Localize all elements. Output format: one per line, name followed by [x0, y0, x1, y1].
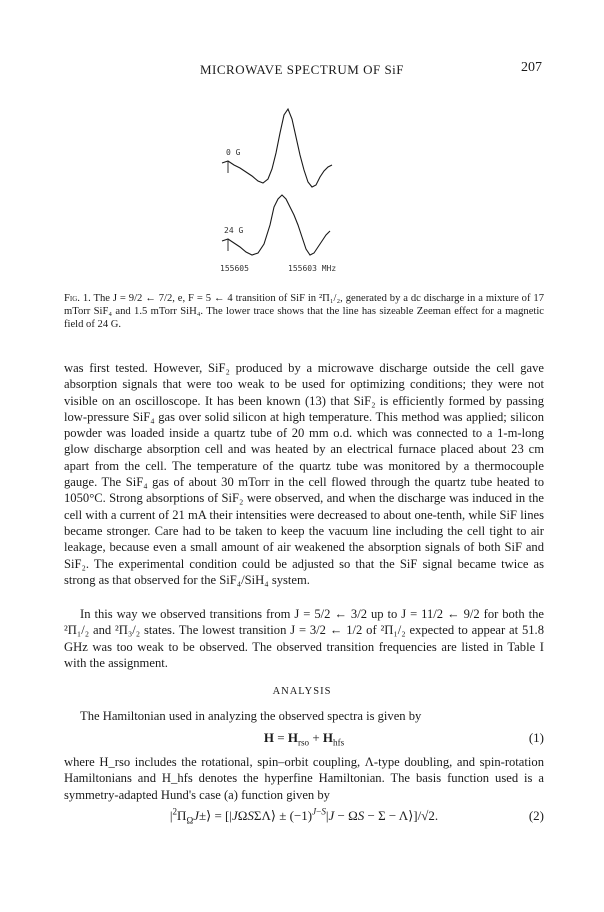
- freq-label-right: 155603 MHz: [288, 264, 337, 273]
- paragraph-transitions: [64, 606, 544, 671]
- equation-1: [64, 730, 544, 748]
- equation-1-body: $H = H_{rso} + H_{hfs}$: [263, 730, 345, 748]
- equation-2-body: $|^2\Pi_\Omega J\pm⟩$ = [|JΩSΣΛ⟩ ± $(-1)^{J-S}|J - \Omega S - \Sigma$ − Λ⟩]/√2.: [169, 806, 439, 826]
- paragraph-4: where H_rso includes the rotational, spin–orbit coupling, Λ-type doubling, and spin-rotation Hamiltonians and H_hfs denotes the hyperfine Hamiltonian. The basis function used is a symmetry-adapted Hund's case (a) function given by: [64, 755, 544, 802]
- paragraph-basis: [64, 754, 544, 803]
- paragraph-2: In this way we observed transitions from J = 5/2 ← 3/2 up to J = 11/2 ← 9/2 for both the ²Π₁/₂ and ²Π₃/₂ states. The lowest transition J = 3/2 ← 1/2 of ²Π₁/₂ expected to appear at 51.8 GHz was too weak to be observed. The observed transition frequencies are listed in Table I with the assignment.: [64, 607, 544, 670]
- equation-1-number: (1): [528, 730, 544, 745]
- caption-lead: Fig. 1.: [64, 293, 91, 304]
- equation-2-number: (2): [528, 808, 544, 823]
- spectrum-plot: [180, 95, 500, 275]
- caption-text: The J = 9/2 ← 7/2, e, F = 5 ← 4 transition of SiF in ²Π₁/₂, generated by a dc discharge in a mixture of 17 mTorr SiF₄ and 1.5 mTorr SiH₄. The lower trace shows that the line has sizeable Zeeman effect for a magnetic field of 24 G.: [64, 293, 544, 330]
- section-heading-analysis: ANALYSIS: [272, 686, 332, 697]
- paragraph-1: was first tested. However, SiF₂ produced by a microwave discharge outside the cell gave absorption signals that were too weak to be used for optimizing conditions; they were not visible on an oscilloscope. It has been known (13) that SiF₂ is efficiently formed by passing low-pressure SiF₄ gas over solid silicon at high temperature. This method was applied; silicon powder was loaded inside a quartz tube of 20 mm o.d. which was connected to a 1-m-long glow discharge absorption cell and was heated by an electrical furnace placed about 23 cm apart from the cell. The temperature of the quartz tube was monitored by a thermocouple gauge. The SiF₄ gas of about 30 mTorr in the cell flowed through the quartz tube heated to 1050°C. Strong absorptions of SiF₂ were observed, and when the discharge was induced in the cell with a current of 21 mA their intensities were decreased to about one-tenth, while SiF lines became stronger. Care had to be taken to keep the vacuum line including the cell tight to air leakage, because even a small amount of air weakened the absorption signals of both SiF and SiF₂. The experimental condition could be adjusted so that the SiF signal became twice as strong as that observed for the SiF₄/SiH₄ system.: [64, 361, 544, 587]
- figure-caption: [64, 292, 544, 331]
- upper-trace-label: 0 G: [226, 148, 241, 157]
- running-title: MICROWAVE SPECTRUM OF SiF: [199, 62, 405, 77]
- equation-2: [64, 808, 544, 826]
- paragraph-hamiltonian-intro: [64, 708, 544, 724]
- paragraph-3: The Hamiltonian used in analyzing the observed spectra is given by: [80, 709, 422, 723]
- lower-trace: [222, 195, 330, 255]
- lower-trace-label: 24 G: [224, 226, 244, 235]
- freq-label-left: 155605: [220, 264, 249, 273]
- page-number: 207: [521, 60, 542, 75]
- page-header: [0, 62, 604, 82]
- paragraph-experimental: [64, 360, 544, 588]
- figure-spectrum: [180, 95, 500, 275]
